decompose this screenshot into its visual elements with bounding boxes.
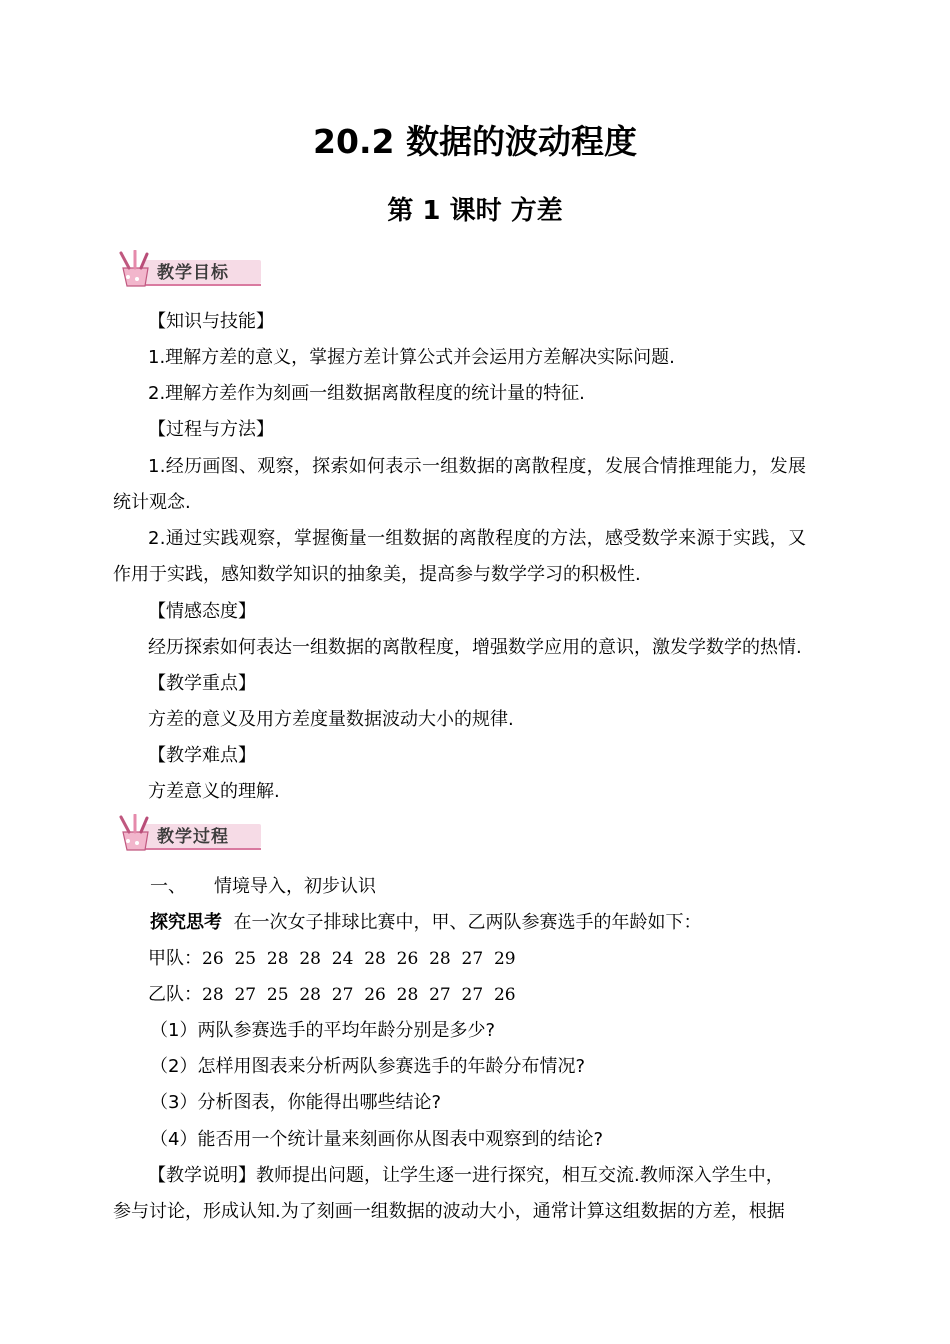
question-1: （1）两队参赛选手的平均年龄分别是多少? (150, 1020, 496, 1041)
explore-label: 探究思考 (150, 912, 222, 933)
emotion-item-1: 经历探索如何表达一组数据的离散程度，增强数学应用的意识，激发学数学的热情. (148, 637, 802, 658)
page-title: 20.2 数据的波动程度 (313, 122, 637, 161)
teaching-note-text-a: 教师提出问题，让学生逐一进行探究，相互交流.教师深入学生中， (256, 1165, 784, 1186)
teaching-note-line-2: 参与讨论，形成认知.为了刻画一组数据的波动大小，通常计算这组数据的方差，根据 (113, 1201, 785, 1222)
difficulty-heading: 【教学难点】 (148, 745, 256, 766)
process-item-2a: 2.通过实践观察，掌握衡量一组数据的离散程度的方法，感受数学来源于实践，又 (148, 528, 807, 549)
teaching-note-line-1 (148, 1164, 784, 1188)
key-point-item: 方差的意义及用方差度量数据波动大小的规律. (148, 709, 514, 730)
team-b-values: 28 27 25 28 27 26 28 27 27 26 (202, 985, 516, 1005)
process-heading: 【过程与方法】 (148, 419, 274, 440)
process-item-1b: 统计观念. (113, 492, 191, 513)
explore-text: 在一次女子排球比赛中，甲、乙两队参赛选手的年龄如下： (233, 912, 702, 933)
question-2: （2）怎样用图表来分析两队参赛选手的年龄分布情况? (150, 1056, 586, 1077)
knowledge-item-2: 2.理解方差作为刻画一组数据离散程度的统计量的特征. (148, 383, 585, 404)
section-banner-objectives (113, 250, 263, 292)
question-4: （4）能否用一个统计量来刻画你从图表中观察到的结论? (150, 1129, 604, 1150)
process-item-1a: 1.经历画图、观察，探索如何表示一组数据的离散程度，发展合情推理能力，发展 (148, 456, 807, 477)
step-title: 情境导入，初步认识 (214, 876, 376, 897)
explore-paragraph (150, 911, 701, 935)
emotion-heading: 【情感态度】 (148, 601, 256, 622)
knowledge-heading: 【知识与技能】 (148, 311, 274, 332)
team-b-label: 乙队： (148, 984, 202, 1005)
question-3: （3）分析图表，你能得出哪些结论? (150, 1092, 442, 1113)
section-banner-process (113, 814, 263, 856)
team-a-row (148, 947, 516, 971)
team-a-values: 26 25 28 28 24 28 26 28 27 29 (202, 949, 516, 969)
process-item-2b: 作用于实践，感知数学知识的抽象美，提高参与数学学习的积极性. (113, 564, 641, 585)
knowledge-item-1: 1.理解方差的意义，掌握方差计算公式并会运用方差解决实际问题. (148, 347, 675, 368)
teaching-note-label: 【教学说明】 (148, 1165, 256, 1186)
difficulty-item: 方差意义的理解. (148, 781, 280, 802)
section-title: 教学目标 (157, 263, 229, 283)
team-a-label: 甲队： (148, 948, 202, 969)
lesson-subtitle: 第 1 课时 方差 (387, 196, 563, 226)
section-title: 教学过程 (157, 827, 229, 847)
team-b-row (148, 983, 516, 1007)
step-number: 一、 (150, 876, 186, 897)
key-point-heading: 【教学重点】 (148, 673, 256, 694)
